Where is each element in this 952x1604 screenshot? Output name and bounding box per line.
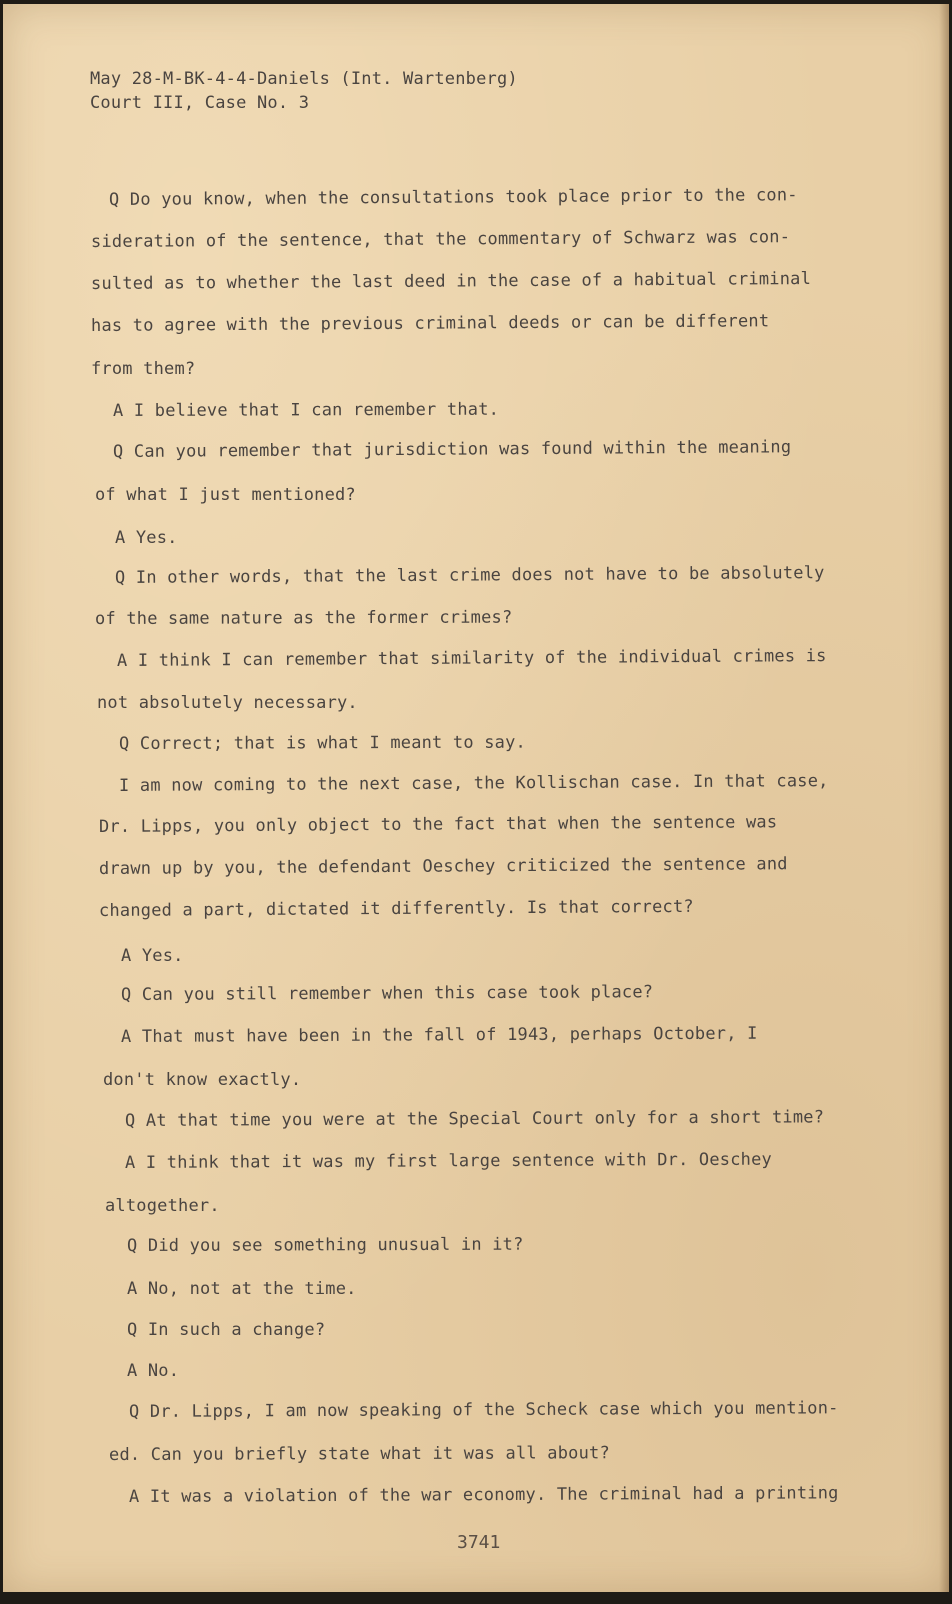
transcript-line: A I believe that I can remember that. [112,399,500,421]
transcript-line: A No. [127,1361,180,1381]
transcript-line: A I think I can remember that similarity of the individual crimes is [116,646,827,671]
transcript-line: not absolutely necessary. [97,693,358,713]
transcript-line: Q In such a change? [127,1320,326,1340]
page-number: 3741 [457,1532,501,1553]
transcript-line: A Yes. [115,528,178,548]
transcript-line: I am now coming to the next case, the Kollischan case. In that case, [118,771,829,796]
transcript-line: Dr. Lipps, you only object to the fact that when the sentence was [98,812,778,837]
transcript-line: altogether. [105,1196,220,1216]
transcript-line: A I think that it was my first large sentence with Dr. Oeschey [124,1149,773,1173]
header-court-line: Court III, Case No. 3 [90,93,310,113]
transcript-line: of the same nature as the former crimes? [94,607,513,629]
transcript-line: from them? [91,359,196,379]
transcript-line: A No, not at the time. [127,1279,357,1299]
document-page [3,4,949,1592]
transcript-line: changed a part, dictated it differently. Is that correct? [98,896,694,921]
header-reference-line: May 28-M-BK-4-4-Daniels (Int. Wartenberg) [90,69,518,89]
transcript-line: don't know exactly. [103,1070,302,1090]
transcript-line: ed. Can you briefly state what it was all about? [108,1443,610,1465]
transcript-line: A Yes. [121,946,184,966]
transcript-line: Q Can you still remember when this case took place? [120,982,654,1005]
page-edge-shadow [939,4,949,1592]
transcript-line: A It was a violation of the war economy. The criminal had a printing [128,1483,839,1507]
transcript-line: drawn up by you, the defendant Oeschey criticized the sentence and [98,854,788,879]
transcript-line: has to agree with the previous criminal deeds or can be different [90,311,770,336]
transcript-line: Q Did you see something unusual in it? [126,1234,524,1256]
transcript-line: A That must have been in the fall of 1943, perhaps October, I [120,1023,758,1047]
document-header [90,67,518,115]
transcript-line: Q Dr. Lipps, I am now speaking of the Scheck case which you mention- [128,1398,839,1422]
transcript-line: Q Can you remember that jurisdiction was found within the meaning [112,437,792,462]
transcript-line: sideration of the sentence, that the commentary of Schwarz was con- [90,227,791,252]
transcript-line: Q In other words, that the last crime does not have to be absolutely [114,563,825,588]
transcript-line: Q Do you know, when the consultations took place prior to the con- [108,185,798,210]
transcript-line: Q At that time you were at the Special Court only for a short time? [124,1107,825,1131]
transcript-line: sulted as to whether the last deed in the case of a habitual criminal [90,268,812,294]
transcript-line: Q Correct; that is what I meant to say. [118,732,527,754]
transcript-line: of what I just mentioned? [95,485,356,505]
